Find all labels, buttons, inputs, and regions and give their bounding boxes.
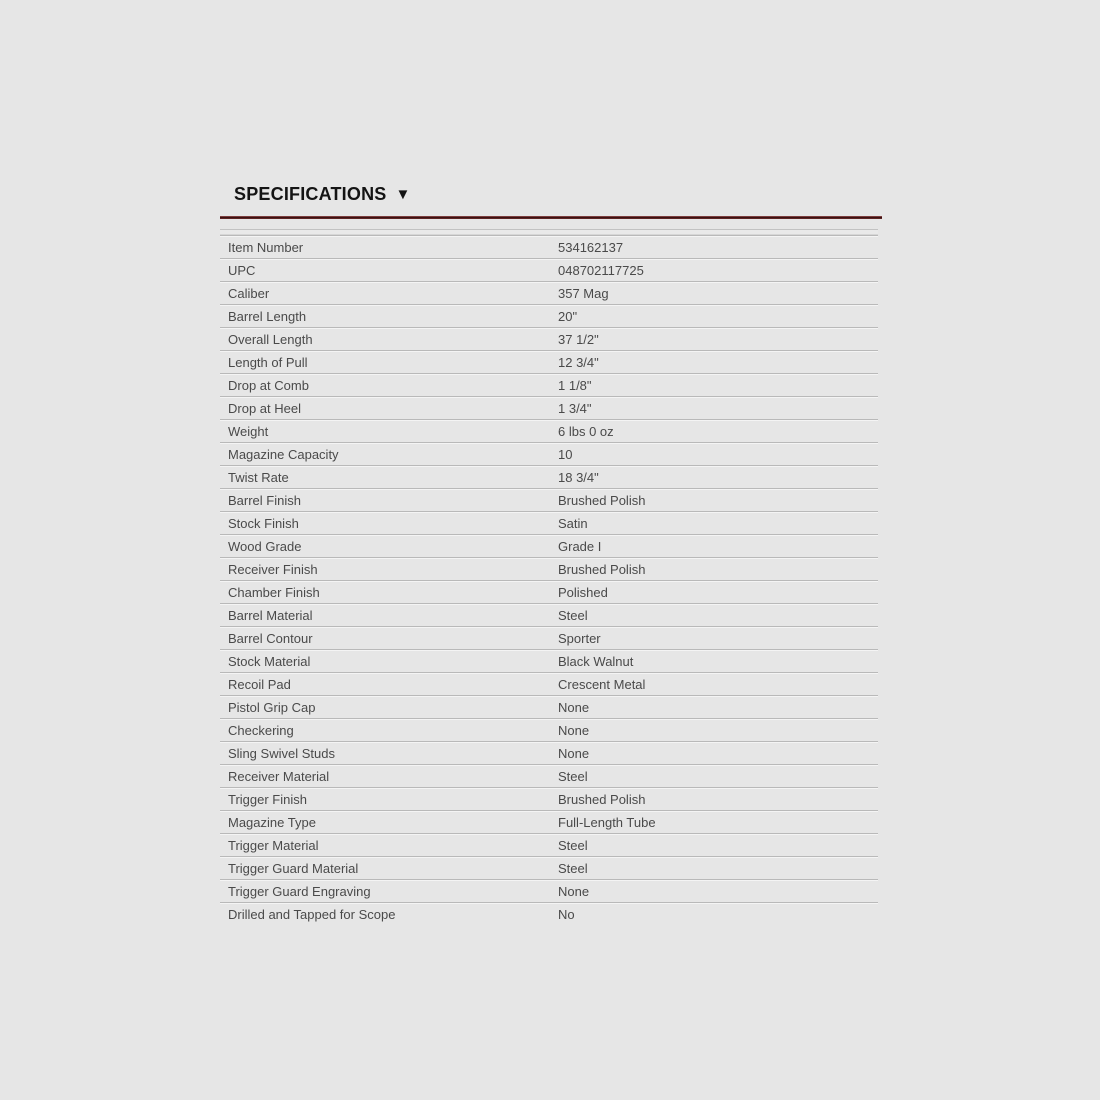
spec-value: 357 Mag: [558, 285, 609, 301]
spec-row: [220, 373, 878, 396]
spec-row: [220, 672, 878, 695]
spec-row: [220, 787, 878, 810]
spec-value: Black Walnut: [558, 653, 634, 669]
spec-row: [220, 902, 878, 925]
spec-label: Sling Swivel Studs: [228, 745, 335, 761]
spec-label: Drop at Comb: [228, 377, 309, 393]
spec-row: [220, 810, 878, 833]
spec-value: None: [558, 722, 590, 738]
spec-label: Trigger Finish: [228, 791, 307, 807]
spec-value: 10: [558, 446, 573, 462]
spec-value: Polished: [558, 584, 608, 600]
spec-label: Pistol Grip Cap: [228, 699, 316, 715]
spec-row: [220, 281, 878, 304]
spec-label: Drop at Heel: [228, 400, 301, 416]
spec-row: [220, 396, 878, 419]
specifications-header-toggle[interactable]: [220, 180, 882, 208]
spec-value: Steel: [558, 607, 588, 623]
spec-label: Magazine Type: [228, 814, 316, 830]
spec-label: Twist Rate: [228, 469, 289, 485]
spec-row: [220, 603, 878, 626]
spec-row: [220, 465, 878, 488]
spec-label: Barrel Length: [228, 308, 307, 324]
spec-label: Trigger Guard Material: [228, 860, 359, 876]
spec-label: Recoil Pad: [228, 676, 291, 692]
spec-table: [220, 229, 878, 925]
spec-label: UPC: [228, 262, 256, 278]
spec-label: Trigger Material: [228, 837, 319, 853]
spec-row: [220, 764, 878, 787]
spec-value: Brushed Polish: [558, 492, 646, 508]
spec-value: Steel: [558, 860, 588, 876]
spec-row: [220, 856, 878, 879]
spec-label: Stock Material: [228, 653, 311, 669]
spec-value: 534162137: [558, 239, 624, 255]
spec-row: [220, 879, 878, 902]
spec-row: [220, 511, 878, 534]
spec-label: Overall Length: [228, 331, 313, 347]
spec-value: 1 3/4": [558, 400, 592, 416]
spec-value: 6 lbs 0 oz: [558, 423, 614, 439]
spec-label: Chamber Finish: [228, 584, 320, 600]
specifications-title: SPECIFICATIONS: [234, 183, 387, 204]
spec-value: No: [558, 906, 575, 922]
spec-value: 20": [558, 308, 578, 324]
spec-value: 12 3/4": [558, 354, 599, 370]
spec-row: [220, 419, 878, 442]
spec-value: None: [558, 699, 590, 715]
spec-label: Item Number: [228, 239, 304, 255]
spec-row: [220, 741, 878, 764]
spec-value: Satin: [558, 515, 588, 531]
collapse-triangle-icon: ▼: [395, 186, 411, 203]
spec-label: Checkering: [228, 722, 294, 738]
spec-row: [220, 304, 878, 327]
spec-row: [220, 442, 878, 465]
spec-row: [220, 534, 878, 557]
spec-value: 18 3/4": [558, 469, 599, 485]
spec-row: [220, 649, 878, 672]
spec-value: Full-Length Tube: [558, 814, 656, 830]
spec-label: Barrel Finish: [228, 492, 301, 508]
spec-row: [220, 258, 878, 281]
spec-row: [220, 833, 878, 856]
spec-label: Stock Finish: [228, 515, 299, 531]
spec-label: Receiver Material: [228, 768, 330, 784]
accent-rule-divider: [220, 216, 882, 219]
spec-value: 048702117725: [558, 262, 644, 278]
spec-row: [220, 626, 878, 649]
spec-value: None: [558, 883, 590, 899]
spec-label: Length of Pull: [228, 354, 308, 370]
spec-label: Barrel Material: [228, 607, 313, 623]
spec-value: 1 1/8": [558, 377, 592, 393]
spec-label: Drilled and Tapped for Scope: [228, 906, 396, 922]
spec-label: Caliber: [228, 285, 270, 301]
spec-row: [220, 488, 878, 511]
spec-row: [220, 235, 878, 258]
spec-label: Receiver Finish: [228, 561, 318, 577]
spec-row: [220, 557, 878, 580]
spec-value: Brushed Polish: [558, 791, 646, 807]
spec-value: Crescent Metal: [558, 676, 646, 692]
spec-value: Steel: [558, 768, 588, 784]
spec-value: Grade I: [558, 538, 602, 554]
spec-row: [220, 718, 878, 741]
spec-row: [220, 695, 878, 718]
spec-label: Wood Grade: [228, 538, 302, 554]
spec-value: Sporter: [558, 630, 601, 646]
spec-label: Barrel Contour: [228, 630, 313, 646]
spec-row: [220, 580, 878, 603]
spec-value: Steel: [558, 837, 588, 853]
spec-label: Trigger Guard Engraving: [228, 883, 371, 899]
spec-label: Weight: [228, 423, 269, 439]
spec-value: 37 1/2": [558, 331, 599, 347]
spec-value: None: [558, 745, 590, 761]
spec-row: [220, 350, 878, 373]
specifications-section: [220, 180, 882, 925]
spec-row: [220, 327, 878, 350]
spec-value: Brushed Polish: [558, 561, 646, 577]
spec-label: Magazine Capacity: [228, 446, 339, 462]
